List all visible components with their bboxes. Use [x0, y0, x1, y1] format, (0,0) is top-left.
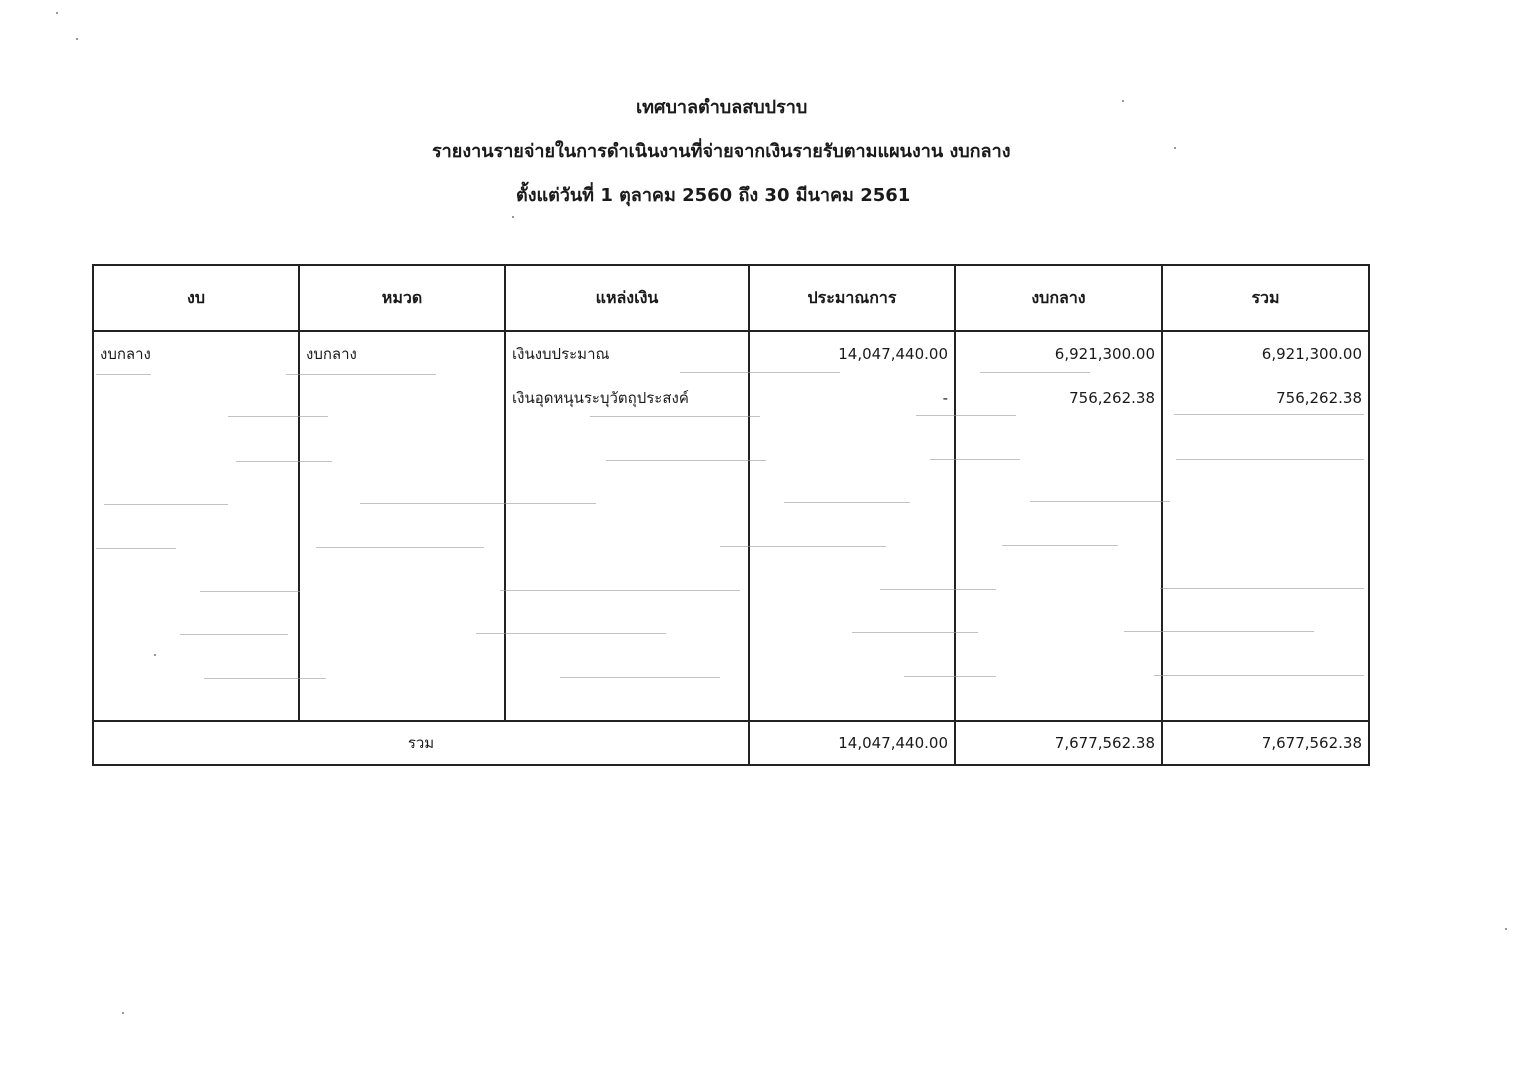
column-header-estimate: ประมาณการ: [749, 265, 955, 331]
scan-speck: [76, 38, 78, 40]
table-header-row: [93, 265, 1369, 331]
scan-line: [1176, 459, 1364, 460]
scan-line: [880, 589, 996, 590]
scan-line: [96, 548, 176, 549]
table-body: [93, 331, 1369, 721]
scan-speck: [512, 216, 514, 218]
scan-line: [500, 590, 740, 591]
scan-line: [904, 676, 996, 677]
estimate-column: [749, 331, 955, 721]
scan-line: [360, 503, 596, 504]
table-cell: เงินอุดหนุนระบุวัตถุประสงค์: [512, 389, 689, 407]
source-column: [505, 331, 749, 721]
report-period: ตั้งแต่วันที่ 1 ตุลาคม 2560 ถึง 30 มีนาคม 2561: [516, 185, 911, 206]
table-cell: งบกลาง: [306, 345, 357, 363]
column-header-budget: งบ: [93, 265, 299, 331]
total-central: 7,677,562.38: [955, 721, 1162, 765]
total-label: รวม: [93, 721, 749, 765]
scan-speck: [154, 654, 156, 656]
table-cell: 6,921,300.00: [1054, 345, 1155, 363]
scan-line: [316, 547, 484, 548]
total-estimate: 14,047,440.00: [749, 721, 955, 765]
budget-column: [93, 331, 299, 721]
scan-line: [852, 632, 978, 633]
scan-speck: [1505, 928, 1507, 930]
scan-line: [96, 374, 151, 375]
report-title: รายงานรายจ่ายในการดำเนินงานที่จ่ายจากเงินรายรับตามแผนงาน งบกลาง: [432, 141, 1011, 162]
central-column: [955, 331, 1162, 721]
scan-line: [200, 591, 300, 592]
category-column: [299, 331, 505, 721]
scan-line: [930, 459, 1020, 460]
total-column: [1162, 331, 1369, 721]
scan-speck: [122, 1012, 124, 1014]
scan-line: [1154, 675, 1364, 676]
table-cell: 756,262.38: [1276, 389, 1362, 407]
column-header-central: งบกลาง: [955, 265, 1162, 331]
scan-speck: [1122, 100, 1124, 102]
scan-line: [180, 634, 288, 635]
scan-line: [606, 460, 766, 461]
scan-line: [680, 372, 840, 373]
table-cell: [94, 376, 298, 420]
organization-title: เทศบาลตำบลสบปราบ: [636, 97, 808, 118]
scan-line: [590, 416, 760, 417]
scan-line: [1002, 545, 1118, 546]
table-cell: งบกลาง: [100, 345, 151, 363]
total-sum: 7,677,562.38: [1162, 721, 1369, 765]
table-cell: -: [942, 389, 948, 407]
table-cell: เงินงบประมาณ: [512, 345, 610, 363]
scan-line: [104, 504, 228, 505]
scan-line: [476, 633, 666, 634]
total-row: [93, 721, 1369, 765]
table-cell: 756,262.38: [1069, 389, 1155, 407]
scan-line: [916, 415, 1016, 416]
scan-line: [560, 677, 720, 678]
scan-line: [720, 546, 886, 547]
table-cell: [300, 376, 504, 420]
scan-line: [228, 416, 328, 417]
scan-line: [204, 678, 326, 679]
scan-line: [980, 372, 1090, 373]
scan-line: [236, 461, 332, 462]
column-header-category: หมวด: [299, 265, 505, 331]
scan-line: [1174, 414, 1364, 415]
column-header-total: รวม: [1162, 265, 1369, 331]
scan-speck: [56, 12, 58, 14]
scan-line: [286, 374, 436, 375]
table-cell: 6,921,300.00: [1261, 345, 1362, 363]
scan-line: [784, 502, 910, 503]
scan-line: [1124, 631, 1314, 632]
scan-line: [1160, 588, 1364, 589]
scan-line: [1030, 501, 1170, 502]
scan-speck: [1174, 147, 1176, 149]
column-header-source: แหล่งเงิน: [505, 265, 749, 331]
expenditure-table: [92, 264, 1370, 766]
table-cell: 14,047,440.00: [838, 345, 948, 363]
